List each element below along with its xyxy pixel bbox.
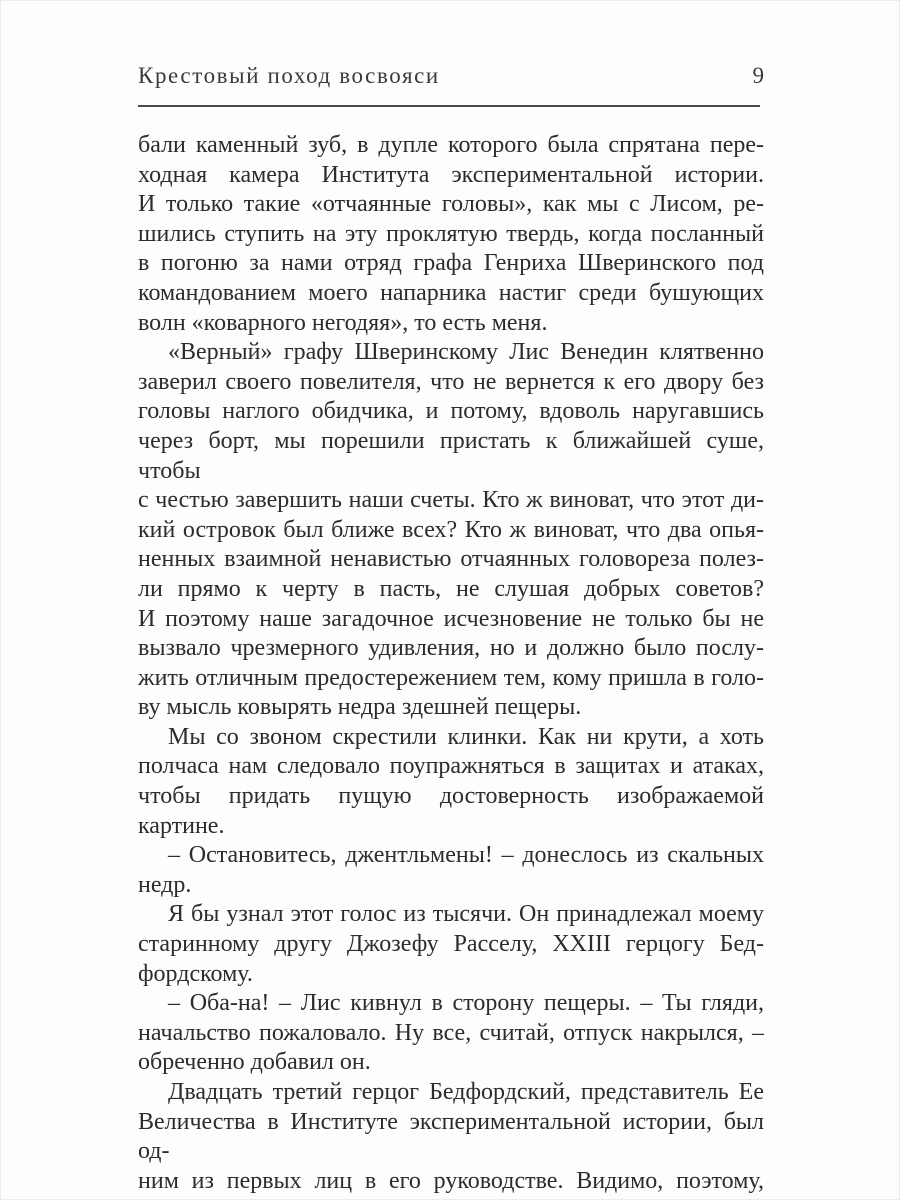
text-line: Я бы узнал этот голос из тысячи. Он принадлежал моему — [168, 901, 764, 928]
text-line: ненных взаимной ненавистью отчаянных головореза полез- — [138, 546, 764, 573]
text-line: ним из первых лиц в его руководстве. Видимо, поэтому, — [138, 1167, 764, 1194]
text-line: начальство пожаловало. Ну все, считай, отпуск накрылся, – — [138, 1019, 764, 1046]
text-line: шились ступить на эту проклятую твердь, когда посланный — [138, 220, 764, 247]
page-number: 9 — [752, 63, 764, 88]
text-line: Мы со звоном скрестили клинки. Как ни крути, а хоть — [168, 723, 764, 750]
text-line: обреченно добавил он. — [138, 1049, 371, 1076]
text-line: Величества в Институте экспериментальной истории, был од- — [138, 1108, 764, 1165]
text-line: полчаса нам следовало поупражняться в защитах и атаках, — [138, 753, 764, 780]
running-title: Крестовый поход восвояси — [138, 63, 440, 88]
paragraph — [138, 841, 764, 900]
text-line: ли прямо к черту в пасть, не слушая добрых советов? — [138, 575, 764, 602]
paragraph — [138, 338, 764, 723]
text-line: командованием моего напарника настиг среди бушующих — [138, 279, 764, 306]
text-line: фордскому. — [138, 960, 253, 987]
paragraph — [138, 131, 764, 338]
paragraph — [138, 723, 764, 841]
text-line: старинному другу Джозефу Расселу, XXIII герцогу Бед- — [138, 931, 764, 958]
text-line: вызвало чрезмерного удивления, но и должно было послу- — [138, 635, 764, 662]
text-line: И поэтому наше загадочное исчезновение не только бы не — [138, 605, 764, 632]
text-line: головы наглого обидчика, и потому, вдоволь наругавшись — [138, 398, 764, 425]
text-line: заверил своего повелителя, что не вернется к его двору без — [138, 368, 764, 395]
text-line: бали каменный зуб, в дупле которого была спрятана пере- — [138, 132, 764, 158]
paragraph — [138, 989, 764, 1078]
text-line: – Оба-на! – Лис кивнул в сторону пещеры. – Ты гляди, — [168, 990, 764, 1017]
page-header — [138, 63, 764, 89]
text-line: жить отличным предостережением тем, кому пришла в голо- — [138, 664, 764, 691]
text-line: волн «коварного негодяя», то есть меня. — [138, 309, 548, 336]
text-line: кий островок был ближе всех? Кто ж виноват, что два опья- — [138, 516, 764, 543]
text-line: И только такие «отчаянные головы», как мы с Лисом, ре- — [138, 191, 764, 218]
text-line: «Верный» графу Шверинскому Лис Венедин клятвенно — [168, 339, 764, 366]
body-text — [138, 131, 764, 1196]
text-line: через борт, мы порешили пристать к ближайшей суше, чтобы — [138, 427, 764, 484]
paragraph — [138, 1078, 764, 1196]
paragraph — [138, 900, 764, 989]
text-line: недр. — [138, 871, 192, 898]
text-line: ву мысль ковырять недра здешней пещеры. — [138, 694, 582, 721]
header-rule — [138, 105, 760, 107]
text-line: чтобы придать пущую достоверность изображаемой картине. — [138, 783, 764, 839]
text-line: Двадцать третий герцог Бедфордский, представитель Ее — [168, 1079, 764, 1105]
text-line: с честью завершить наши счеты. Кто ж виноват, что этот ди- — [138, 487, 764, 514]
text-line: в погоню за нами отряд графа Генриха Шверинского под — [138, 250, 764, 277]
text-line: – Остановитесь, джентльмены! – донеслось из скальных — [168, 842, 764, 869]
text-line: ходная камера Института экспериментальной истории. — [138, 161, 764, 188]
